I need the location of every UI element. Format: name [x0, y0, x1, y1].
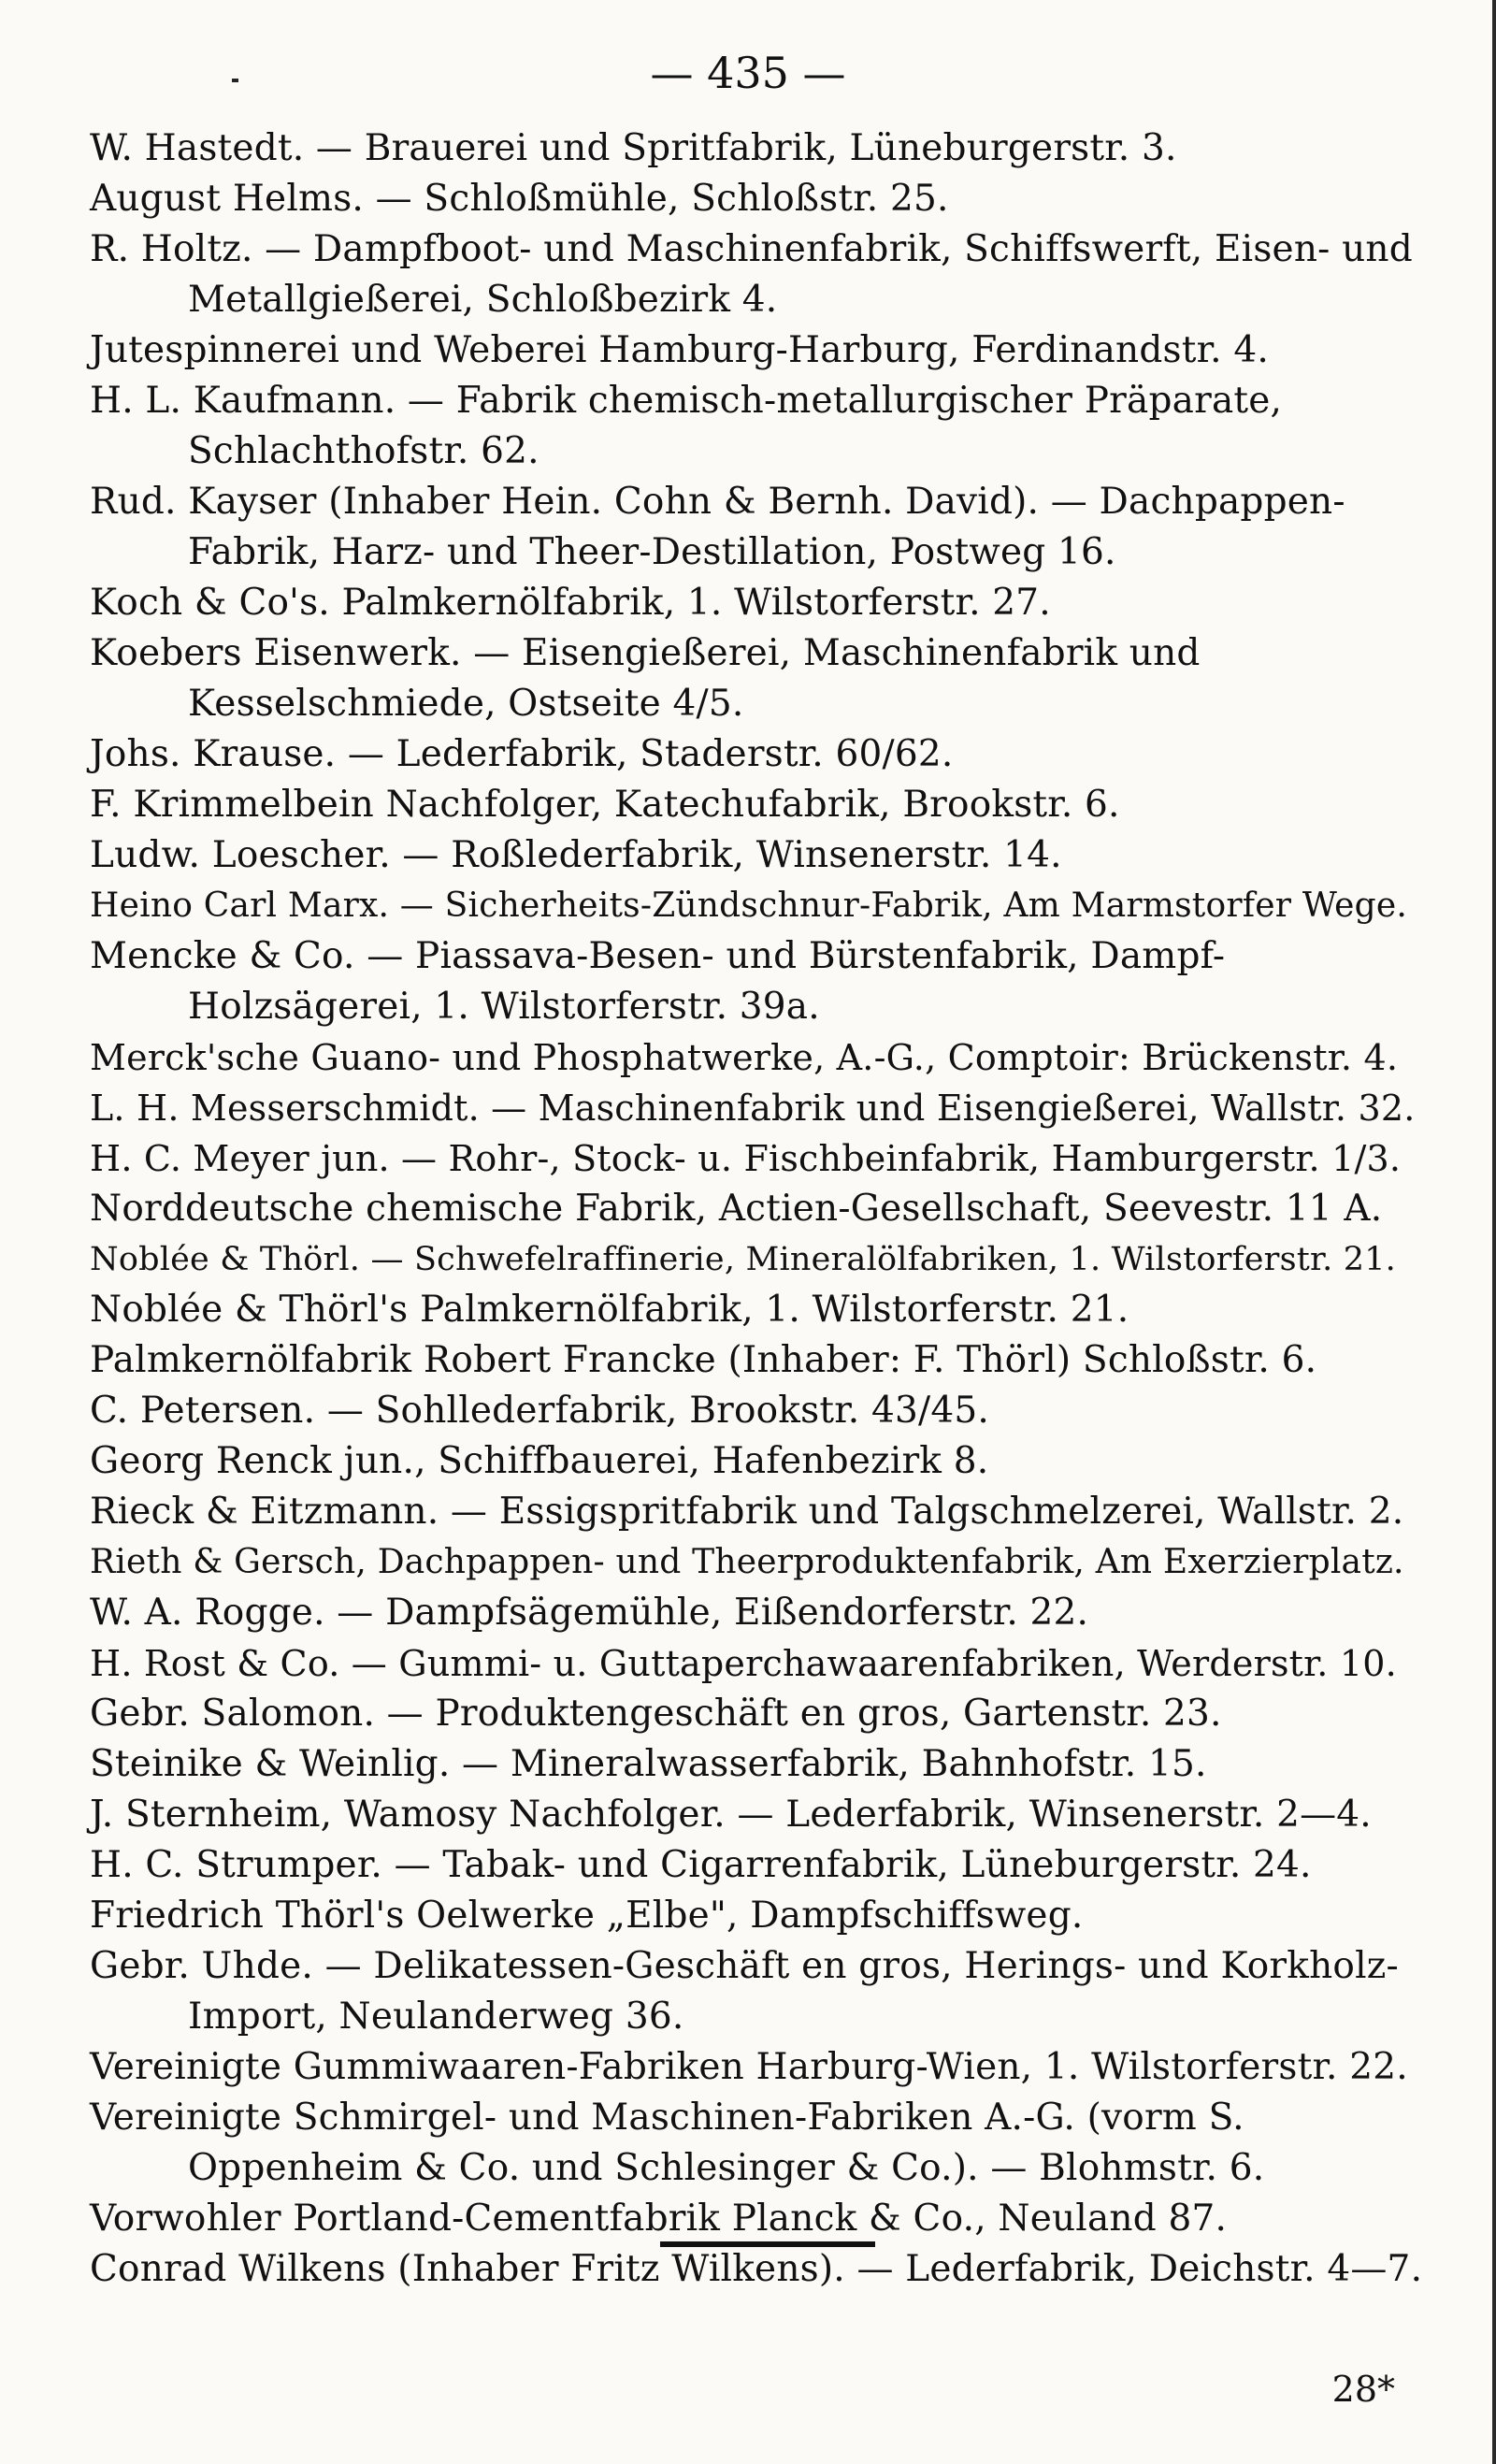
directory-entry: Koch & Co's. Palmkernölfabrik, 1. Wilstorferstr. 27. [90, 582, 1051, 624]
directory-entry: R. Holtz. — Dampfboot- und Maschinenfabrik, Schiffswerft, Eisen- und Metallgießerei, Schloßbezirk 4. [90, 228, 1413, 321]
directory-entry: Georg Renck jun., Schiffbauerei, Hafenbezirk 8. [90, 1440, 989, 1482]
directory-entry: H. Rost & Co. — Gummi- u. Guttaperchawaarenfabriken, Werderstr. 10. [90, 1643, 1397, 1684]
directory-entry: Vorwohler Portland-Cementfabrik Planck & Co., Neuland 87. [90, 2197, 1228, 2240]
directory-entry: Merck'sche Guano- und Phosphatwerke, A.-G., Comptoir: Brückenstr. 4. [90, 1037, 1399, 1078]
directory-entry: Vereinigte Gummiwaaren-Fabriken Harburg-Wien, 1. Wilstorferstr. 22. [90, 2046, 1408, 2088]
directory-entry: Koebers Eisenwerk. — Eisengießerei, Maschinenfabrik und Kesselschmiede, Ostseite 4/5. [90, 632, 1201, 725]
directory-entry: Conrad Wilkens (Inhaber Fritz Wilkens). — Lederfabrik, Deichstr. 4—7. [90, 2248, 1423, 2290]
directory-entry: Johs. Krause. — Lederfabrik, Staderstr. 60/62. [90, 733, 954, 775]
directory-entry: H. L. Kaufmann. — Fabrik chemisch-metallurgischer Präparate, Schlachthofstr. 62. [90, 380, 1283, 472]
directory-entry: L. H. Messerschmidt. — Maschinenfabrik und Eisengießerei, Wallstr. 32. [90, 1088, 1416, 1129]
company-directory-list [90, 123, 1427, 2295]
directory-entry: Noblée & Thörl. — Schwefelraffinerie, Mineralölfabriken, 1. Wilstorferstr. 21. [90, 1241, 1397, 1278]
directory-entry: Norddeutsche chemische Fabrik, Actien-Gesellschaft, Seevestr. 11 A. [90, 1188, 1383, 1230]
printer-signature-mark: 28* [1331, 2369, 1395, 2410]
directory-entry: F. Krimmelbein Nachfolger, Katechufabrik, Brookstr. 6. [90, 784, 1120, 826]
directory-entry: Steinike & Weinlig. — Mineralwasserfabrik, Bahnhofstr. 15. [90, 1743, 1207, 1785]
section-end-rule [660, 2241, 875, 2247]
directory-entry: Vereinigte Schmirgel- und Maschinen-Fabriken A.-G. (vorm S. Oppenheim & Co. und Schlesinger & Co.). — Blohmstr. 6. [90, 2097, 1265, 2189]
directory-entry: Jutespinnerei und Weberei Hamburg-Harburg, Ferdinandstr. 4. [90, 329, 1269, 371]
directory-entry: H. C. Strumper. — Tabak- und Cigarrenfabrik, Lüneburgerstr. 24. [90, 1844, 1312, 1886]
directory-entry: Gebr. Salomon. — Produktengeschäft en gros, Gartenstr. 23. [90, 1693, 1222, 1735]
page-number: — 435 — [650, 48, 846, 98]
directory-entry: H. C. Meyer jun. — Rohr-, Stock- u. Fischbeinfabrik, Hamburgerstr. 1/3. [90, 1138, 1402, 1179]
directory-entry: Ludw. Loescher. — Roßlederfabrik, Winsenerstr. 14. [90, 834, 1062, 876]
directory-entry: Heino Carl Marx. — Sicherheits-Zündschnur-Fabrik, Am Marmstorfer Wege. [90, 886, 1407, 925]
directory-entry: Gebr. Uhde. — Delikatessen-Geschäft en gros, Herings- und Korkholz-Import, Neulanderweg 36. [90, 1945, 1399, 2038]
directory-entry: W. A. Rogge. — Dampfsägemühle, Eißendorferstr. 22. [90, 1592, 1089, 1634]
directory-entry: Rud. Kayser (Inhaber Hein. Cohn & Bernh. David). — Dachpappen-Fabrik, Harz- und Theer-Destillation, Postweg 16. [90, 481, 1345, 573]
directory-entry: Rieck & Eitzmann. — Essigspritfabrik und Talgschmelzerei, Wallstr. 2. [90, 1491, 1404, 1533]
page-edge [1492, 0, 1496, 2464]
directory-entry: Palmkernölfabrik Robert Francke (Inhaber: F. Thörl) Schloßstr. 6. [90, 1339, 1317, 1381]
directory-entry: August Helms. — Schloßmühle, Schloßstr. 25. [90, 178, 949, 220]
directory-entry: J. Sternheim, Wamosy Nachfolger. — Lederfabrik, Winsenerstr. 2—4. [90, 1794, 1372, 1836]
directory-entry: Rieth & Gersch, Dachpappen- und Theerproduktenfabrik, Am Exerzierplatz. [90, 1543, 1404, 1581]
directory-entry: C. Petersen. — Sohllederfabrik, Brookstr. 43/45. [90, 1390, 989, 1432]
directory-entry: Friedrich Thörl's Oelwerke „Elbe", Dampfschiffsweg. [90, 1895, 1084, 1937]
directory-entry: Noblée & Thörl's Palmkernölfabrik, 1. Wilstorferstr. 21. [90, 1289, 1129, 1331]
directory-entry: W. Hastedt. — Brauerei und Spritfabrik, Lüneburgerstr. 3. [90, 127, 1177, 169]
directory-entry: Mencke & Co. — Piassava-Besen- und Bürstenfabrik, Dampf-Holzsägerei, 1. Wilstorferstr. 39a. [90, 935, 1226, 1028]
